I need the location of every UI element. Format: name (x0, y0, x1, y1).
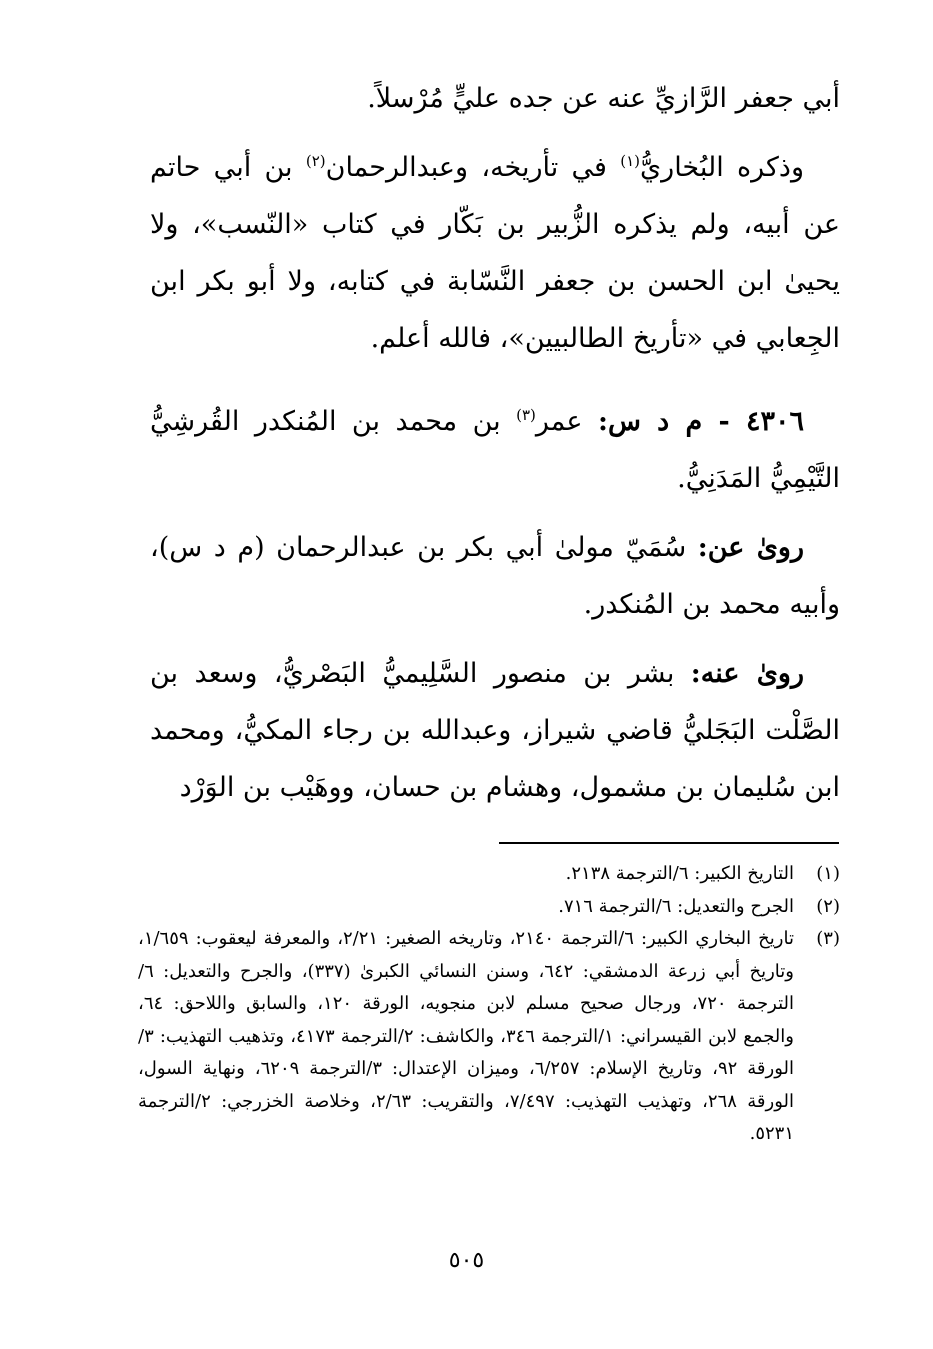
footnote-ref-2[interactable]: (٢) (305, 152, 326, 170)
entry-number: ٤٣٠٦ - م د س: (597, 406, 804, 437)
footnote-number: (٢) (816, 895, 840, 917)
text-segment: بن أبي حاتم عن أبيه، ولم يذكره الزُّبير بن بَكّار في كتاب «النّسب»، ولا يحيىٰ ابن الحسن بن جعفر النَّسّابة في كتابه، ولا أبو بكر ابن الجِعابي في «تأريخ الطالبيين»، فالله أعلم. (150, 152, 840, 354)
entry-heading (150, 393, 840, 507)
entry-name-rest: بن محمد بن المُنكدر القُرشِيُّ التَّيْمِيُّ المَدَنِيُّ. (150, 406, 840, 494)
footnote-number: (٣) (816, 928, 840, 949)
paragraph-bukhari-mention (150, 139, 840, 367)
entry-name: عمر (535, 406, 598, 437)
page-number: ٥٠٥ (448, 1248, 485, 1273)
footnote-ref-3[interactable]: (٣) (516, 406, 536, 424)
narrated-from-label: روىٰ عن: (697, 532, 804, 563)
footnote-number: (١) (816, 863, 840, 884)
paragraph-continuation: أبي جعفر الرَّازيِّ عنه عن جده عليٍّ مُرْسلاً. (367, 83, 840, 114)
narrated-from-text: سُمَيّ مولىٰ أبي بكر بن عبدالرحمان (م د س)، وأبيه محمد بن المُنكدر. (150, 532, 840, 620)
narrators-label: روىٰ عنه: (690, 658, 804, 689)
text-segment: في تأريخه، وعبدالرحمان (325, 152, 621, 183)
footnote-item (138, 923, 840, 1151)
footnotes (138, 858, 840, 1151)
footnote-text: تاريخ البخاري الكبير: ٦/الترجمة ٢١٤٠، وتاريخه الصغير: ٢/٢١، والمعرفة ليعقوب: ١/٦٥٩، وتاريخ أبي زرعة الدمشقي: ٦٤٢، وسنن النسائي الكبرىٰ (٣٣٧)، والجرح والتعديل: ٦/الترجمة ٧٢٠، ورجال صحيح مسلم لابن منجويه، الورقة ١٢٠، والسابق واللاحق: ٦٤، والجمع لابن القيسراني: ١/الترجمة ٣٤٦، والكاشف: ٢/الترجمة ٤١٧٣، وتذهيب التهذيب: ٣/الورقة ٩٢، وتاريخ الإسلام: ٦/٢٥٧، وميزان الإعتدال: ٣/الترجمة ٦٢٠٩، ونهاية السول، الورقة ٢٦٨، وتهذيب التهذيب: ٧/٤٩٧، والتقريب: ٢/٦٣، وخلاصة الخزرجي: ٢/الترجمة ٥٢٣١. (138, 928, 794, 1144)
narrators-text: بشر بن منصور السَّلِيميُّ البَصْريُّ، وسعد بن الصَّلْت البَجَليُّ قاضي شيراز، وعبدالله بن رجاء المكيُّ، ومحمد ابن سُليمان بن مشمول، وهشام بن حسان، ووهَيْب بن الوَرْد (150, 658, 840, 803)
footnote-item (138, 891, 840, 924)
footnote-ref-1[interactable]: (١) (620, 152, 641, 170)
footnote-separator (499, 842, 839, 844)
narrators-paragraph (150, 645, 840, 816)
text-segment: وذكره البُخاريُّ (640, 152, 804, 183)
footnote-item (138, 858, 840, 891)
narrated-from-paragraph (150, 519, 840, 633)
footnote-text: التاريخ الكبير: ٦/الترجمة ٢١٣٨. (565, 863, 794, 884)
main-text (150, 70, 840, 816)
footnote-text: الجرح والتعديل: ٦/الترجمة ٧١٦. (558, 895, 794, 917)
